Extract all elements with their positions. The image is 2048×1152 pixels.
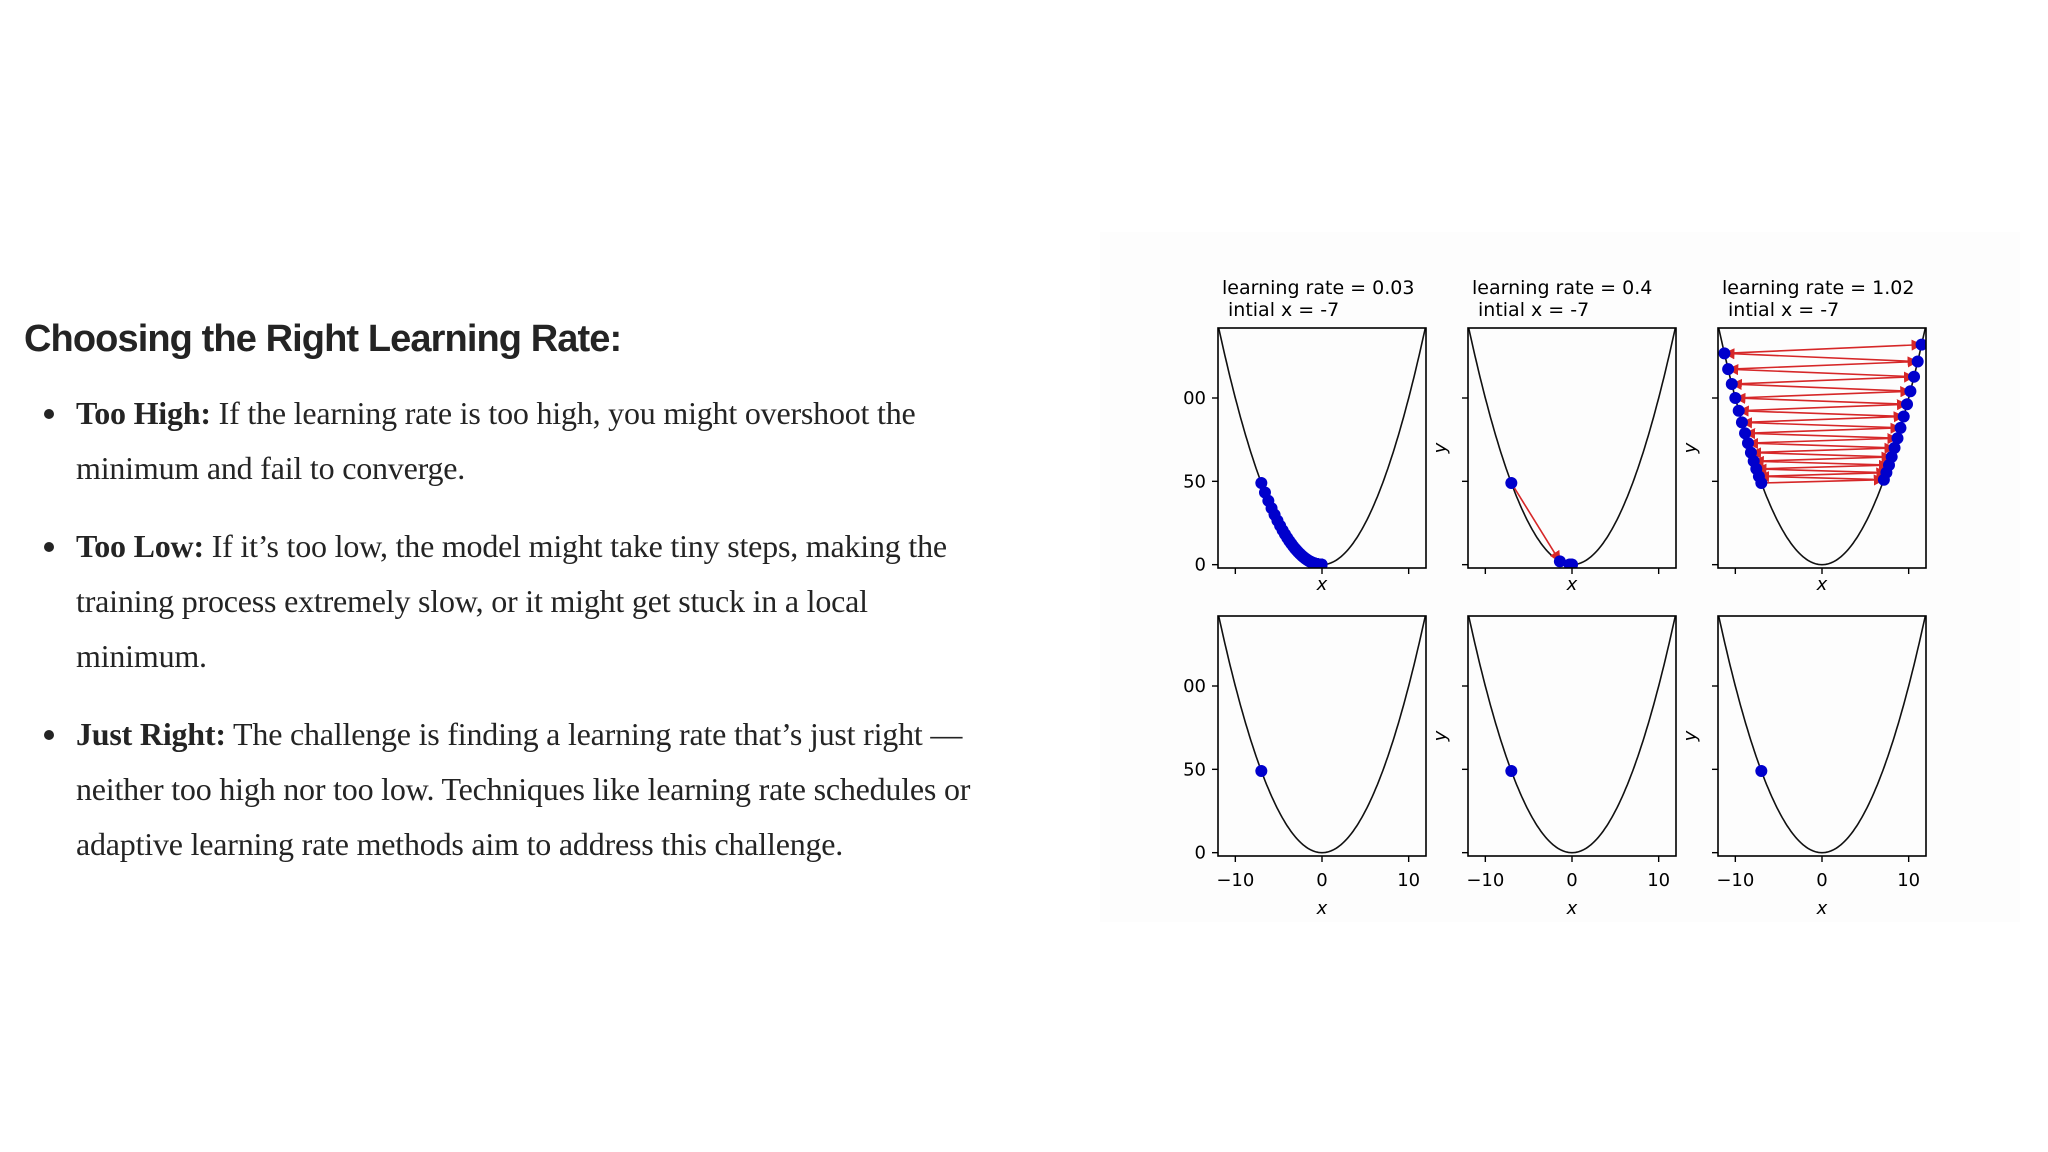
y-tick-label: 50 — [1183, 759, 1206, 781]
descent-point — [1726, 378, 1738, 390]
descent-point — [1901, 398, 1913, 410]
descent-step-arrow — [1735, 391, 1910, 398]
descent-point — [1255, 765, 1267, 777]
subplot-title: learning rate = 1.02 — [1722, 277, 1915, 299]
parabola-curve — [1218, 325, 1426, 565]
descent-point — [1729, 392, 1741, 404]
bullet-text — [76, 386, 1174, 496]
descent-step-arrow — [1756, 465, 1889, 469]
descent-step-arrow — [1742, 422, 1901, 427]
bullet-line-text: If the learning rate is too high, you might overshoot the — [210, 395, 916, 431]
list-item — [24, 386, 1174, 496]
descent-step-arrow — [1724, 345, 1921, 354]
descent-point — [1891, 432, 1903, 444]
descent-point — [1904, 385, 1916, 397]
descent-point — [1739, 427, 1751, 439]
descent-step-arrow — [1724, 353, 1917, 361]
descent-point — [1733, 405, 1745, 417]
descent-point — [1736, 416, 1748, 428]
bullet-label: Just Right: — [76, 716, 226, 752]
bullet-dot — [44, 409, 54, 419]
descent-step-arrow — [1742, 416, 1904, 422]
descent-point — [1895, 422, 1907, 434]
parabola-curve — [1218, 613, 1426, 853]
y-axis-label: y — [1680, 442, 1701, 454]
descent-step-arrow — [1759, 476, 1884, 479]
descent-point — [1912, 356, 1924, 368]
bullet-text — [76, 707, 1174, 872]
descent-step-arrow — [1756, 469, 1886, 473]
bullet-line: neither too high nor too low. Techniques like learning rate schedules or — [76, 771, 971, 807]
parabola-curve — [1718, 613, 1926, 853]
descent-step-arrow — [1748, 443, 1895, 448]
x-axis-label: x — [1566, 574, 1578, 595]
x-tick-label: −10 — [1216, 870, 1255, 891]
subplot-subtitle: intial x = -7 — [1478, 299, 1590, 321]
descent-point — [1722, 363, 1734, 375]
x-axis-label: x — [1316, 574, 1328, 595]
x-axis-label: x — [1816, 898, 1828, 919]
descent-step-arrow — [1728, 362, 1918, 370]
descent-point — [1505, 477, 1517, 489]
learning-rate-figure — [1100, 232, 2020, 922]
subplot — [1680, 277, 1928, 595]
descent-step-arrow — [1511, 483, 1560, 561]
descent-step-arrow — [1751, 448, 1895, 453]
y-axis-label: y — [1430, 442, 1451, 454]
bullet-line — [76, 395, 916, 431]
descent-step-arrow — [1759, 473, 1886, 477]
subplot — [1430, 277, 1676, 595]
descent-step-arrow — [1728, 369, 1914, 377]
bullet-line — [76, 716, 962, 752]
x-tick-label: −10 — [1716, 870, 1755, 891]
x-axis-label: x — [1316, 898, 1328, 919]
x-tick-label: 0 — [1316, 870, 1328, 891]
x-tick-label: 10 — [1647, 870, 1671, 891]
bullet-line: training process extremely slow, or it might get stuck in a local — [76, 583, 868, 619]
x-tick-label: 0 — [1566, 870, 1578, 891]
subplot — [1430, 613, 1676, 919]
figure-canvas — [1100, 232, 2020, 922]
descent-point — [1505, 765, 1517, 777]
bullet-list — [24, 386, 1174, 895]
bullet-line: adaptive learning rate methods aim to address this challenge. — [76, 826, 844, 862]
descent-step-arrow — [1732, 377, 1914, 384]
subplot-title: learning rate = 0.03 — [1222, 277, 1415, 299]
descent-point — [1898, 410, 1910, 422]
x-tick-label: −10 — [1466, 870, 1505, 891]
descent-step-arrow — [1748, 438, 1898, 443]
y-tick-label: 0 — [1194, 842, 1206, 864]
descent-step-arrow — [1754, 461, 1889, 465]
bullet-line: minimum and fail to converge. — [76, 450, 466, 486]
bullet-label: Too High: — [76, 395, 211, 431]
x-axis-label: x — [1566, 898, 1578, 919]
x-tick-label: 0 — [1816, 870, 1828, 891]
descent-step-arrow — [1754, 457, 1892, 461]
subplot-subtitle: intial x = -7 — [1228, 299, 1340, 321]
bullet-label: Too Low: — [76, 528, 204, 564]
x-axis-label: x — [1816, 574, 1828, 595]
descent-step-arrow — [1732, 384, 1911, 391]
bullet-line-text: The challenge is finding a learning rate that’s just right — — [225, 716, 963, 752]
descent-step-arrow — [1761, 480, 1884, 483]
bullet-line — [76, 528, 947, 564]
bullet-text — [76, 519, 1174, 684]
descent-step-arrow — [1745, 433, 1897, 438]
descent-point — [1755, 765, 1767, 777]
x-tick-label: 10 — [1397, 870, 1421, 891]
list-item — [24, 519, 1174, 684]
y-tick-label: 00 — [1183, 676, 1206, 697]
y-tick-label: 50 — [1183, 471, 1206, 493]
bullet-dot — [44, 542, 54, 552]
parabola-curve — [1468, 613, 1676, 853]
y-axis-label: y — [1680, 730, 1701, 742]
descent-step-arrow — [1739, 404, 1907, 410]
descent-point — [1908, 371, 1920, 383]
bullet-dot — [44, 730, 54, 740]
y-tick-label: 00 — [1183, 388, 1206, 409]
subplot-title: learning rate = 0.4 — [1472, 277, 1653, 299]
list-item — [24, 707, 1174, 872]
section-heading: Choosing the Right Learning Rate: — [24, 318, 622, 360]
y-tick-label: 0 — [1194, 554, 1206, 576]
descent-step-arrow — [1735, 398, 1907, 404]
descent-step-arrow — [1751, 453, 1892, 457]
parabola-curve — [1468, 325, 1676, 565]
bullet-line: minimum. — [76, 638, 207, 674]
descent-step-arrow — [1745, 428, 1900, 433]
x-tick-label: 10 — [1897, 870, 1921, 891]
y-axis-label: y — [1430, 730, 1451, 742]
subplot — [1680, 613, 1926, 919]
descent-point — [1718, 347, 1730, 359]
subplot — [1183, 277, 1426, 595]
bullet-line-text: If it’s too low, the model might take tiny steps, making the — [203, 528, 947, 564]
subplot-subtitle: intial x = -7 — [1728, 299, 1840, 321]
descent-step-arrow — [1739, 411, 1904, 417]
subplot — [1183, 613, 1426, 919]
